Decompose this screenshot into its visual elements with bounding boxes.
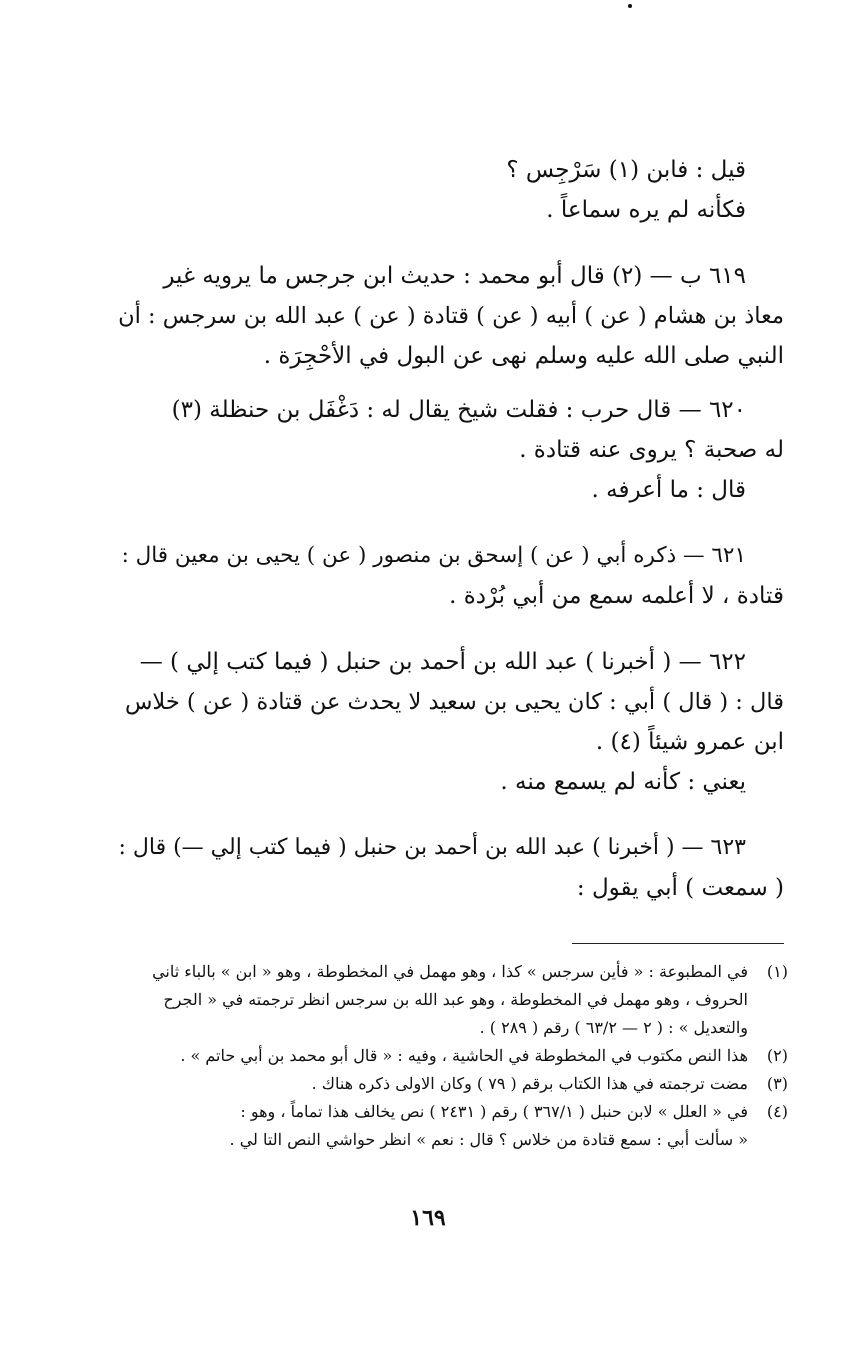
footnote-line: في المطبوعة : « فأين سرجس » كذا ، وهو مهمل في المخطوطة ، وهو « ابن » بالباء ثاني: [152, 962, 748, 981]
footnote-line: « سألت أبي : سمع قتادة من خلاس ؟ قال : نعم » انظر حواشي النص التا لي .: [229, 1130, 748, 1149]
footnotes: [112, 958, 788, 1154]
paragraph-intro: [112, 150, 784, 230]
footnote-line: الحروف ، وهو مهمل في المخطوطة ، وهو عبد الله بن سرجس انظر ترجمته في « الجرح: [163, 990, 748, 1009]
footnote-1: [112, 958, 788, 1042]
main-text: [112, 150, 784, 908]
text-line: له صحبة ؟ يروى عنه قتادة .: [519, 437, 784, 463]
text-line: قتادة ، لا أعلمه سمع من أبي بُرْدة .: [449, 583, 784, 609]
text-line: معاذ بن هشام ( عن ) أبيه ( عن ) قتادة ( عن ) عبد الله بن سرجس : أن: [118, 303, 784, 329]
text-line: فكأنه لم يره سماعاً .: [546, 197, 746, 223]
text-line: ٦٢٢ — ( أخبرنا ) عبد الله بن أحمد بن حنبل ( فيما كتب إلي ) —: [139, 649, 746, 675]
footnote-line: في « العلل » لابن حنبل ( ٣٦٧/١ ) رقم ( ٢٤٣١ ) نص يخالف هذا تماماً ، وهو :: [240, 1102, 748, 1121]
footnote-3: [112, 1070, 788, 1098]
footnote-body: [112, 958, 748, 1042]
paragraph-621: [112, 536, 784, 616]
text-line: ٦٢٣ — ( أخبرنا ) عبد الله بن أحمد بن حنبل ( فيما كتب إلي —) قال :: [118, 835, 746, 860]
text-line: قال : ( قال ) أبي : كان يحيى بن سعيد لا يحدث عن قتادة ( عن ) خلاس: [124, 689, 784, 715]
footnote-body: [112, 1042, 748, 1070]
footnote-divider: [572, 943, 784, 944]
text-line: ٦١٩ ب — (٢) قال أبو محمد : حديث ابن جرجس ما يرويه غير: [163, 263, 746, 289]
footnote-line: مضت ترجمته في هذا الكتاب برقم ( ٧٩ ) وكان الاولى ذكره هناك .: [311, 1074, 748, 1093]
footnote-line: والتعديل » : ( ٢ — ٦٣/٢ ) رقم ( ٢٨٩ ) .: [479, 1018, 748, 1037]
footnote-body: [112, 1070, 748, 1098]
text-line: قال : ما أعرفه .: [591, 477, 746, 503]
text-line: ٦٢١ — ذكره أبي ( عن ) إسحق بن منصور ( عن ) يحيى بن معين قال :: [121, 543, 746, 568]
paragraph-622: [112, 642, 784, 802]
text-line: النبي صلى الله عليه وسلم نهى عن البول في الأحْجِرَة .: [263, 343, 784, 369]
page-number: ١٦٩: [410, 1205, 446, 1231]
footnote-number: (١): [766, 962, 788, 981]
text-line: ابن عمرو شيئاً (٤) .: [595, 729, 784, 755]
text-line: قيل : فابن (١) سَرْجِس ؟: [506, 157, 746, 183]
footnote-2: [112, 1042, 788, 1070]
footnote-number: (٣): [766, 1074, 788, 1093]
ink-dot: [628, 4, 632, 8]
footnote-line: هذا النص مكتوب في المخطوطة في الحاشية ، وفيه : « قال أبو محمد بن أبي حاتم » .: [180, 1046, 748, 1065]
footnote-body: [112, 1098, 748, 1154]
text-line: ( سمعت ) أبي يقول :: [576, 875, 784, 901]
footnote-number: (٤): [766, 1102, 788, 1121]
text-line: يعني : كأنه لم يسمع منه .: [500, 769, 746, 795]
paragraph-623: [112, 828, 784, 908]
text-line: ٦٢٠ — قال حرب : فقلت شيخ يقال له : دَغْفَل بن حنظلة (٣): [171, 397, 746, 423]
footnote-number: (٢): [766, 1046, 788, 1065]
paragraph-619: [112, 256, 784, 376]
footnote-4: [112, 1098, 788, 1154]
paragraph-620: [112, 390, 784, 510]
